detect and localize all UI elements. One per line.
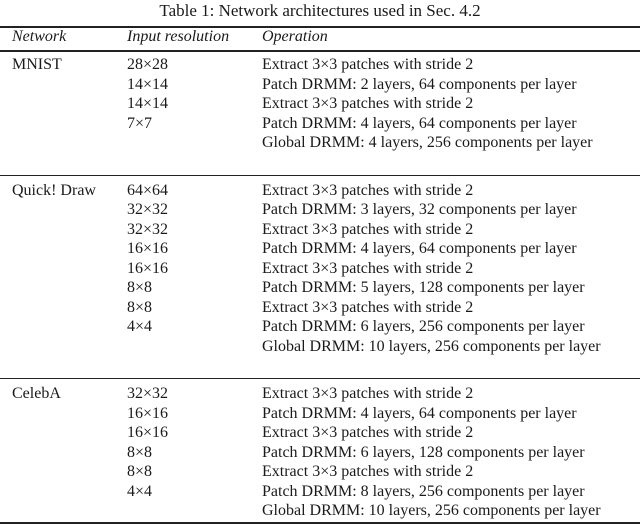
operation-cell: Extract 3×3 patches with stride 2 bbox=[262, 424, 474, 441]
operation-cell: Patch DRMM: 8 layers, 256 components per layer bbox=[262, 482, 585, 500]
resolution-cell: 32×32 bbox=[127, 220, 169, 238]
resolution-cell: 16×16 bbox=[127, 404, 169, 422]
table-row bbox=[0, 200, 640, 220]
resolution-cell: 28×28 bbox=[127, 56, 169, 73]
table-row bbox=[0, 239, 640, 259]
resolution-cell: 8×8 bbox=[127, 463, 153, 480]
operation-cell: Patch DRMM: 6 layers, 256 components per layer bbox=[262, 318, 585, 335]
operation-cell: Global DRMM: 10 layers, 256 components per layer bbox=[262, 502, 601, 519]
resolution-cell: 32×32 bbox=[127, 385, 169, 402]
table-row bbox=[0, 482, 640, 502]
network-cell: Quick! Draw bbox=[12, 181, 96, 199]
resolution-cell: 4×4 bbox=[127, 482, 153, 500]
resolution-cell: 32×32 bbox=[127, 201, 169, 218]
resolution-cell: 16×16 bbox=[127, 240, 169, 257]
header-input-resolution: Input resolution bbox=[127, 28, 230, 45]
header-network: Network bbox=[12, 28, 67, 45]
operation-cell: Patch DRMM: 5 layers, 128 components per layer bbox=[262, 279, 585, 296]
table-row bbox=[0, 133, 640, 153]
resolution-cell: 16×16 bbox=[127, 259, 169, 277]
table-row bbox=[0, 423, 640, 443]
table-row bbox=[0, 404, 640, 424]
operation-cell: Extract 3×3 patches with stride 2 bbox=[262, 385, 474, 402]
resolution-cell: 8×8 bbox=[127, 279, 153, 296]
table-row bbox=[0, 220, 640, 240]
resolution-cell: 64×64 bbox=[127, 181, 169, 199]
table-row bbox=[0, 443, 640, 463]
table-row bbox=[0, 114, 640, 134]
resolution-cell: 16×16 bbox=[127, 424, 169, 441]
table-row bbox=[0, 94, 640, 114]
table-row bbox=[0, 55, 640, 75]
table-caption: Table 1: Network architectures used in Sec. 4.2 bbox=[159, 1, 481, 20]
network-cell: MNIST bbox=[12, 56, 62, 73]
network-cell: CelebA bbox=[12, 385, 61, 402]
operation-cell: Extract 3×3 patches with stride 2 bbox=[262, 56, 474, 73]
table-row bbox=[0, 501, 640, 521]
resolution-cell: 14×14 bbox=[127, 95, 169, 112]
header-operation: Operation bbox=[262, 28, 328, 45]
operation-cell: Global DRMM: 10 layers, 256 components per layer bbox=[262, 337, 601, 355]
operation-cell: Patch DRMM: 4 layers, 64 components per layer bbox=[262, 404, 577, 422]
table-row bbox=[0, 298, 640, 318]
group-rule bbox=[0, 175, 640, 176]
table-row bbox=[0, 317, 640, 337]
operation-cell: Global DRMM: 4 layers, 256 components per layer bbox=[262, 134, 593, 151]
group-rule bbox=[0, 378, 640, 379]
operation-cell: Extract 3×3 patches with stride 2 bbox=[262, 95, 474, 112]
resolution-cell: 4×4 bbox=[127, 318, 153, 335]
table-row bbox=[0, 337, 640, 357]
operation-cell: Extract 3×3 patches with stride 2 bbox=[262, 181, 474, 199]
resolution-cell: 14×14 bbox=[127, 75, 169, 93]
operation-cell: Patch DRMM: 2 layers, 64 components per layer bbox=[262, 75, 577, 93]
table-row bbox=[0, 384, 640, 404]
operation-cell: Extract 3×3 patches with stride 2 bbox=[262, 220, 474, 238]
table-row bbox=[0, 462, 640, 482]
operation-cell: Patch DRMM: 4 layers, 64 components per layer bbox=[262, 240, 577, 257]
operation-cell: Extract 3×3 patches with stride 2 bbox=[262, 298, 474, 316]
resolution-cell: 8×8 bbox=[127, 443, 153, 461]
operation-cell: Extract 3×3 patches with stride 2 bbox=[262, 463, 474, 480]
resolution-cell: 8×8 bbox=[127, 298, 153, 316]
table-row bbox=[0, 181, 640, 201]
table-row bbox=[0, 259, 640, 279]
operation-cell: Patch DRMM: 6 layers, 128 components per layer bbox=[262, 443, 585, 461]
header-rule bbox=[0, 50, 640, 52]
table-row bbox=[0, 75, 640, 95]
bottom-rule bbox=[0, 522, 640, 524]
operation-cell: Extract 3×3 patches with stride 2 bbox=[262, 259, 474, 277]
header-row bbox=[0, 27, 640, 47]
operation-cell: Patch DRMM: 3 layers, 32 components per layer bbox=[262, 201, 577, 218]
table-row bbox=[0, 278, 640, 298]
operation-cell: Patch DRMM: 4 layers, 64 components per layer bbox=[262, 114, 577, 132]
resolution-cell: 7×7 bbox=[127, 114, 153, 132]
